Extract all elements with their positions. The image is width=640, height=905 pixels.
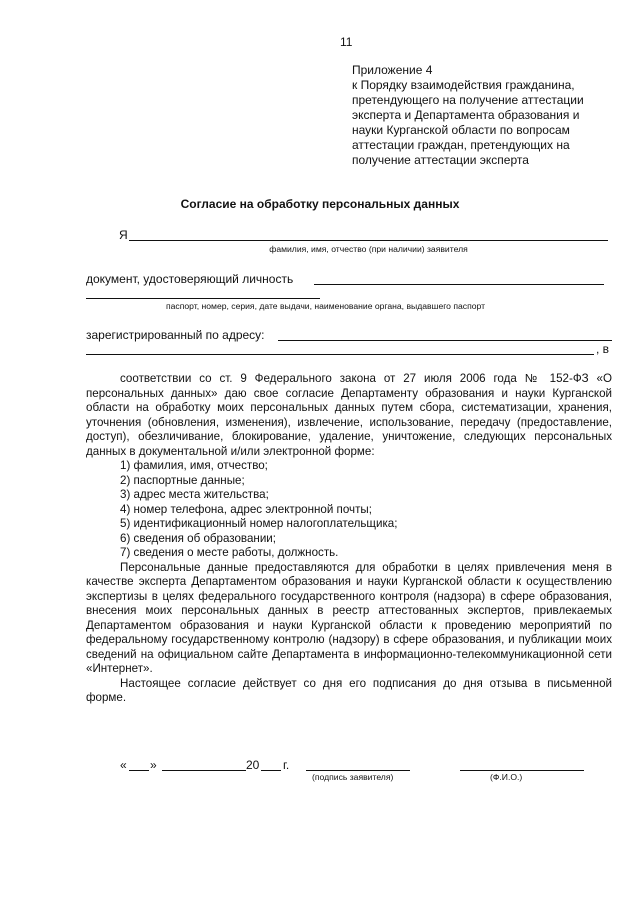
- fio-caption: (Ф.И.О.): [490, 772, 523, 782]
- appendix-header: [352, 63, 622, 168]
- name-field-line[interactable]: [129, 240, 608, 241]
- list-item: 3) адрес места жительства;: [120, 488, 269, 501]
- i-label: Я: [119, 228, 128, 242]
- month-field-line[interactable]: [162, 770, 246, 771]
- day-field-line[interactable]: [129, 770, 149, 771]
- signature-field-line[interactable]: [306, 770, 410, 771]
- passport-caption: паспорт, номер, серия, дате выдачи, наименование органа, выдавшего паспорт: [166, 301, 486, 311]
- appendix-line: эксперта и Департамента образования и: [352, 108, 580, 122]
- address-field-line-2[interactable]: [86, 354, 594, 355]
- purpose-paragraph: Персональные данные предоставляются для обработки в целях привлечения меня в качестве эксперта Департаментом образования и науки Курганской области к осуществлению экспертизы в целях федерального государственного контроля (надзора) в сфере образования, внесения моих персональных данных в реестр аттестованных экспертов, привлекаемых Департаментом образования и науки Курганской области к проведению мероприятий по федеральному государственному контролю (надзору) в сфере образования, и публикации моих сведений на официальном сайте Департамента в информационно-телекоммуникационной сети «Интернет».: [86, 560, 612, 675]
- document-title: Согласие на обработку персональных данных: [180, 197, 460, 211]
- address-suffix: , в: [596, 342, 610, 356]
- year-prefix: 20: [246, 758, 260, 772]
- consent-body: [86, 372, 612, 706]
- document-field-line[interactable]: [314, 284, 604, 285]
- appendix-line: Приложение 4: [352, 63, 433, 77]
- document-label: документ, удостоверяющий личность: [86, 272, 294, 286]
- list-item: 6) сведения об образовании;: [120, 531, 276, 545]
- address-label: зарегистрированный по адресу:: [86, 328, 265, 342]
- list-item: 7) сведения о месте работы, должность.: [120, 546, 339, 559]
- date-close-quote: »: [150, 758, 157, 772]
- signature-caption: (подпись заявителя): [312, 772, 394, 782]
- page-number: 11: [340, 35, 353, 49]
- appendix-line: к Порядку взаимодействия гражданина,: [352, 78, 575, 92]
- list-item: 2) паспортные данные;: [120, 473, 245, 487]
- list-item: 5) идентификационный номер налогоплательщика;: [120, 517, 398, 530]
- date-open-quote: «: [120, 758, 127, 772]
- appendix-line: аттестации граждан, претендующих на: [352, 138, 570, 152]
- appendix-line: получение аттестации эксперта: [352, 153, 529, 167]
- document-field-line-2[interactable]: [86, 298, 320, 299]
- appendix-line: науки Курганской области по вопросам: [352, 123, 570, 137]
- year-field-line[interactable]: [261, 770, 281, 771]
- name-caption: фамилия, имя, отчество (при наличии) заявителя: [269, 244, 468, 254]
- list-item: 1) фамилия, имя, отчество;: [120, 459, 268, 472]
- intro-paragraph: соответствии со ст. 9 Федерального закона от 27 июля 2006 года № 152-ФЗ «О персональных данных» даю свое согласие Департаменту образования и науки Курганской области на обработку моих персональных данных путем сбора, систематизации, хранения, уточнения (обновления, изменения), извлечение, использование, передачу (предоставление, доступ), обезличивание, блокирование, удаление, уничтожение, следующих персональных данных в документальной и/или электронной форме:: [86, 372, 612, 458]
- year-suffix: г.: [283, 758, 290, 772]
- list-item: 4) номер телефона, адрес электронной почты;: [120, 502, 372, 516]
- appendix-line: претендующего на получение аттестации: [352, 93, 584, 107]
- fio-field-line[interactable]: [460, 770, 584, 771]
- validity-paragraph: Настоящее согласие действует со дня его подписания до дня отзыва в письменной форме.: [86, 676, 612, 704]
- address-field-line[interactable]: [278, 340, 612, 341]
